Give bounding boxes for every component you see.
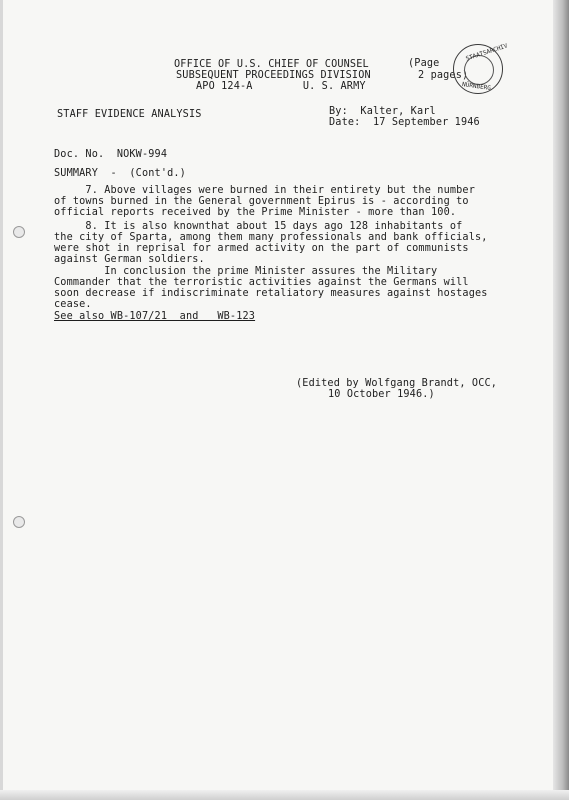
edited-date-note: 10 October 1946.) [328, 389, 435, 400]
page-count-note-open: (Page [408, 58, 440, 69]
header-office-line: OFFICE OF U.S. CHIEF OF COUNSEL [174, 59, 369, 70]
document-number: Doc. No. NOKW-994 [54, 149, 168, 160]
body-line: were shot in reprisal for armed activity on the part of communists [54, 243, 469, 254]
body-line: cease. [54, 299, 92, 310]
summary-heading: SUMMARY - (Cont'd.) [54, 168, 186, 179]
body-line: In conclusion the prime Minister assures the Military [54, 266, 438, 277]
body-line: soon decrease if indiscriminate retaliatory measures against hostages [54, 288, 488, 299]
body-line: official reports received by the Prime Minister - more than 100. [54, 207, 457, 218]
stamp-bottom-text: NÜRNBERG [461, 81, 492, 92]
body-line: 8. It is also knownthat about 15 days ago 128 inhabitants of [54, 221, 463, 232]
body-line: of towns burned in the General government Epirus is - according to [54, 196, 469, 207]
archive-stamp [453, 42, 509, 94]
header-apo-line: APO 124-A U. S. ARMY [196, 81, 366, 92]
analysis-date: Date: 17 September 1946 [329, 117, 480, 128]
header-division-line: SUBSEQUENT PROCEEDINGS DIVISION [176, 70, 371, 81]
analyst-name: By: Kalter, Karl [329, 106, 436, 117]
document-title: STAFF EVIDENCE ANALYSIS [57, 109, 202, 120]
body-line: Commander that the terroristic activities against the Germans will [54, 277, 469, 288]
page-right-edge-shadow [553, 0, 569, 800]
see-also-reference: See also WB-107/21 and WB-123 [54, 311, 256, 322]
edited-by-note: (Edited by Wolfgang Brandt, OCC, [296, 378, 498, 389]
page-bottom-shadow [0, 790, 569, 800]
page-left-edge [0, 0, 3, 800]
body-line: against German soldiers. [54, 254, 205, 265]
body-line: 7. Above villages were burned in their entirety but the number [54, 185, 475, 196]
punch-hole-top [13, 226, 25, 238]
punch-hole-bottom [13, 516, 25, 528]
stamp-top-text: STAATSARCHIV [464, 42, 509, 63]
page-count-note-close: 2 pages) [418, 70, 469, 81]
body-line: the city of Sparta, among them many professionals and bank officials, [54, 232, 488, 243]
